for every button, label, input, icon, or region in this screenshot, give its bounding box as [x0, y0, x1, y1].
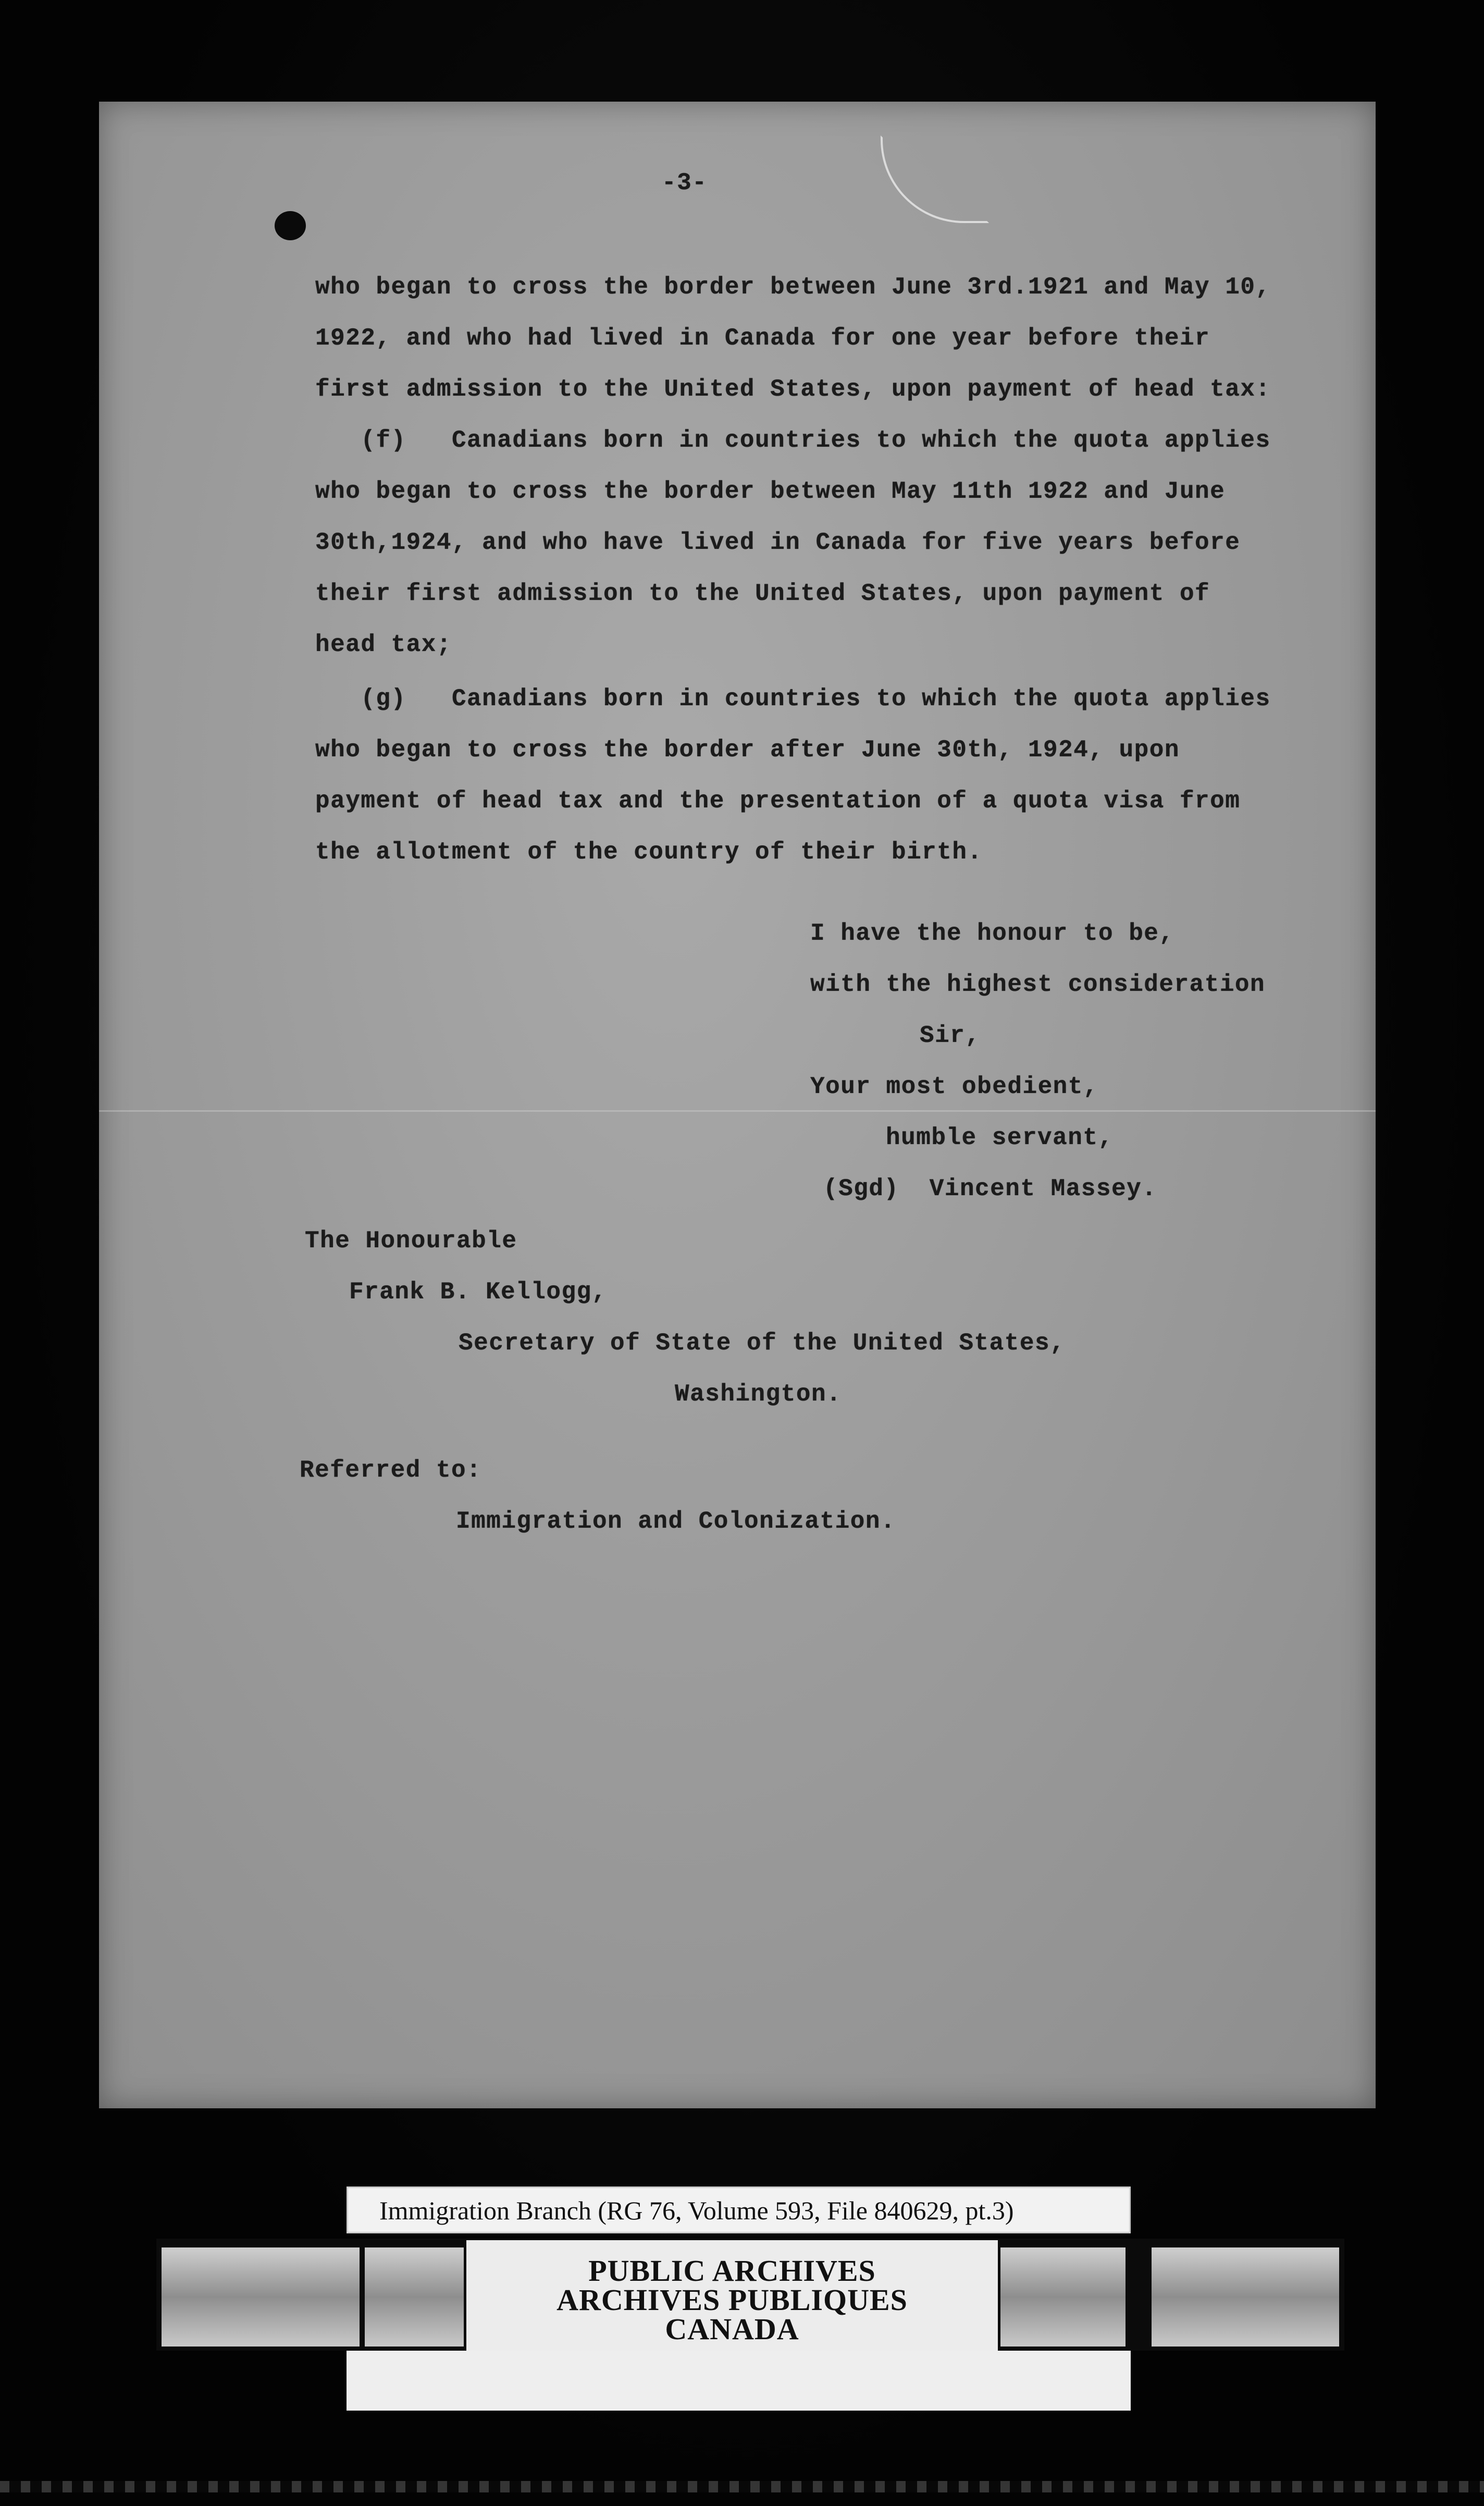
body-line: who began to cross the border after June 30th, 1924, upon: [315, 736, 1180, 764]
archive-reference-text: Immigration Branch (RG 76, Volume 593, File 840629, pt.3): [379, 2196, 1014, 2225]
strip-block: [162, 2247, 360, 2347]
closing-line: Sir,: [920, 1022, 981, 1049]
page-number: -3-: [662, 169, 708, 196]
closing-line: I have the honour to be,: [810, 920, 1174, 947]
film-scratch: [881, 136, 989, 223]
stamp-line: PUBLIC ARCHIVES: [588, 2254, 876, 2288]
paper-fold-line: [99, 1110, 1376, 1112]
closing-line: with the highest consideration: [810, 971, 1266, 998]
punch-hole: [275, 211, 306, 240]
address-line: Washington.: [675, 1381, 842, 1408]
referral-line: Immigration and Colonization.: [456, 1508, 896, 1535]
address-line: The Honourable: [305, 1227, 517, 1255]
address-line: Frank B. Kellogg,: [349, 1279, 607, 1306]
stamp-line: ARCHIVES PUBLIQUES: [556, 2283, 908, 2317]
body-line: 1922, and who had lived in Canada for one year before their: [315, 325, 1210, 352]
body-line: the allotment of the country of their birth.: [315, 839, 983, 866]
archive-reference-label: [347, 2186, 1131, 2233]
document-page: [99, 102, 1376, 2108]
closing-line: humble servant,: [886, 1124, 1114, 1151]
body-line: (f) Canadians born in countries to which the quota applies: [315, 427, 1271, 454]
closing-line: Your most obedient,: [810, 1073, 1098, 1100]
film-edge: [0, 2481, 1484, 2492]
body-line: who began to cross the border between May 11th 1922 and June: [315, 478, 1226, 505]
referral-label: Referred to:: [300, 1457, 482, 1484]
body-line: 30th,1924, and who have lived in Canada for five years before: [315, 529, 1241, 556]
body-line: (g) Canadians born in countries to which the quota applies: [315, 685, 1271, 713]
body-line: payment of head tax and the presentation of a quota visa from: [315, 788, 1241, 815]
stamp-line: CANADA: [665, 2312, 799, 2346]
blank-label: [347, 2351, 1131, 2411]
strip-block: [365, 2247, 464, 2347]
archives-stamp: [466, 2240, 998, 2351]
signature-line: (Sgd) Vincent Massey.: [823, 1175, 1157, 1202]
body-line: their first admission to the United States, upon payment of: [315, 580, 1210, 607]
strip-block: [1152, 2247, 1339, 2347]
body-line: head tax;: [315, 631, 452, 658]
strip-block: [1000, 2247, 1126, 2347]
body-line: who began to cross the border between June 3rd.1921 and May 10,: [315, 274, 1271, 301]
body-line: first admission to the United States, upon payment of head tax:: [315, 376, 1271, 403]
address-line: Secretary of State of the United States,: [459, 1330, 1066, 1357]
